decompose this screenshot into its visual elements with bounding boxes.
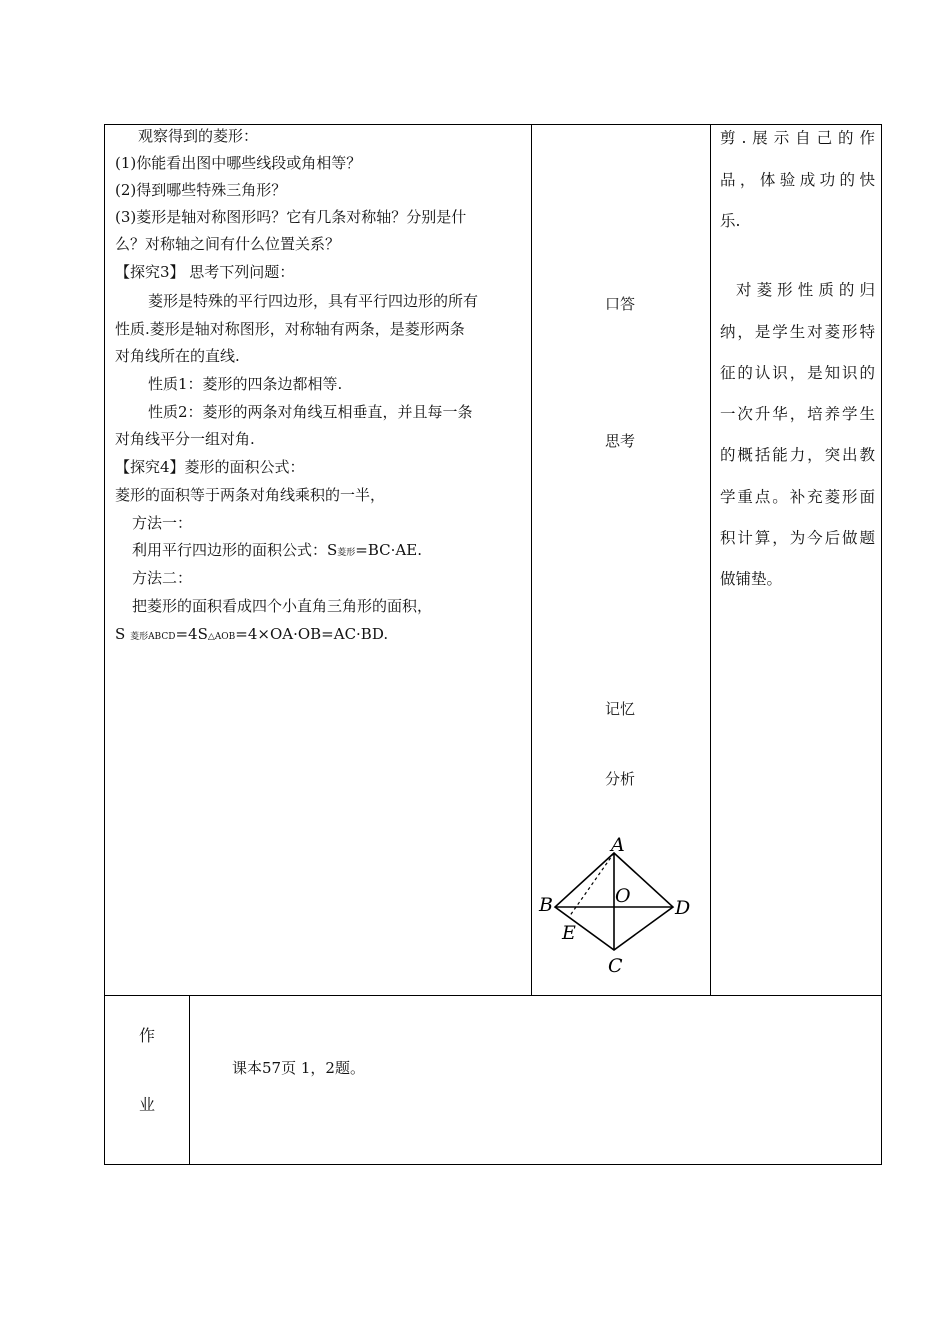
- text-line: 对角线所在的直线.: [115, 347, 240, 365]
- column-divider-2: [710, 124, 711, 996]
- formula-text: =4S: [175, 625, 208, 643]
- note-line: 对菱形性质的归: [736, 281, 875, 299]
- text-line: 观察得到的菱形：: [138, 127, 259, 145]
- formula-text: 利用平行四边形的面积公式：S: [132, 541, 338, 559]
- homework-content: 课本57页 1，2题。: [232, 1059, 365, 1077]
- table-row-divider: [104, 995, 882, 996]
- formula-line: [115, 625, 388, 646]
- formula-line: [132, 541, 422, 562]
- formula-subscript: 菱形ABCD: [130, 632, 176, 642]
- note-line: 积计算，为今后做题: [720, 529, 875, 547]
- point-label-a: A: [611, 834, 625, 856]
- note-line: 的概括能力，突出教: [720, 446, 875, 464]
- section-heading: 【探究3】 思考下列问题：: [115, 263, 295, 281]
- table-border-bottom: [104, 1164, 882, 1165]
- label-memorize: 记忆: [605, 700, 636, 718]
- rhombus-diagram: [532, 825, 710, 980]
- table-border-right: [881, 124, 882, 1165]
- table-border-left: [104, 124, 105, 1165]
- text-line: 方法二：: [132, 569, 193, 587]
- text-line: 把菱形的面积看成四个小直角三角形的面积，: [132, 597, 433, 615]
- point-label-e: E: [562, 922, 576, 944]
- label-oral-answer: 口答: [605, 295, 636, 313]
- note-line: 做铺垫。: [720, 570, 783, 588]
- point-label-b: B: [539, 894, 553, 916]
- note-line: 学重点。补充菱形面: [720, 488, 875, 506]
- formula-text: S: [115, 625, 126, 643]
- text-line: 菱形是特殊的平行四边形，具有平行四边形的所有: [148, 292, 479, 310]
- point-label-o: O: [615, 885, 631, 907]
- table-border-top: [104, 124, 882, 125]
- label-think: 思考: [605, 432, 636, 450]
- text-line: (1)你能看出图中哪些线段或角相等？: [115, 154, 362, 172]
- formula-subscript: 菱形: [337, 548, 356, 558]
- text-line: 方法一：: [132, 514, 193, 532]
- text-line: 对角线平分一组对角.: [115, 430, 255, 448]
- point-label-d: D: [675, 897, 691, 919]
- text-line: (2)得到哪些特殊三角形？: [115, 181, 287, 199]
- note-line: 一次升华，培养学生: [720, 405, 875, 423]
- formula-text: =BC·AE.: [355, 541, 422, 559]
- text-line: 菱形的面积等于两条对角线乘积的一半，: [115, 486, 386, 504]
- formula-text: =4×OA·OB=AC·BD.: [235, 625, 389, 643]
- text-line: 性质1：菱形的四条边都相等.: [148, 375, 343, 393]
- formula-subscript: △AOB: [207, 632, 236, 642]
- homework-label-char: 业: [139, 1095, 156, 1114]
- note-line: 纳，是学生对菱形特: [720, 323, 875, 341]
- section-heading: 【探究4】菱形的面积公式：: [115, 458, 305, 476]
- note-line: 剪.展示自己的作: [720, 129, 875, 147]
- point-label-c: C: [608, 955, 623, 977]
- note-line: 品，体验成功的快: [720, 171, 875, 189]
- text-line: 性质2：菱形的两条对角线互相垂直，并且每一条: [148, 403, 473, 421]
- text-line: 性质.菱形是轴对称图形，对称轴有两条，是菱形两条: [115, 320, 465, 338]
- homework-label-divider: [189, 995, 190, 1165]
- homework-label-char: 作: [139, 1026, 156, 1045]
- note-line: 征的认识，是知识的: [720, 364, 875, 382]
- text-line: (3)菱形是轴对称图形吗？它有几条对称轴？分别是什: [115, 208, 467, 226]
- text-line: 么？对称轴之间有什么位置关系？: [115, 235, 341, 253]
- label-analyze: 分析: [605, 770, 636, 788]
- note-line: 乐.: [720, 212, 741, 230]
